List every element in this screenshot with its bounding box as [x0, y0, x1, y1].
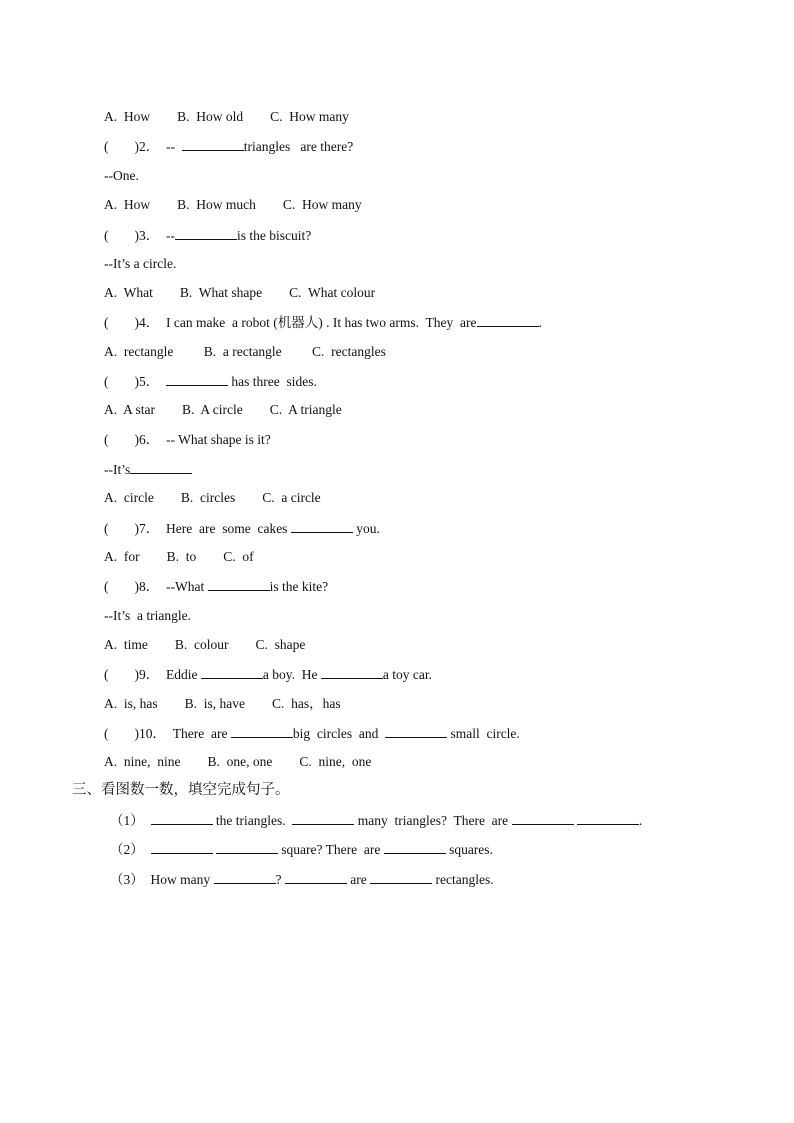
fill-blank[interactable] [231, 724, 293, 738]
answer-paren-close: ) [134, 579, 139, 594]
fill-blank[interactable] [384, 840, 446, 854]
line-question [104, 431, 271, 449]
fill-blank[interactable] [291, 519, 353, 533]
line-options [104, 108, 349, 126]
question-text: big circles and [292, 726, 386, 741]
fill-blank[interactable] [182, 137, 244, 151]
fill-blank[interactable] [166, 372, 228, 386]
line-answer [104, 607, 191, 625]
fill-blank[interactable] [370, 870, 432, 884]
line-options [104, 489, 321, 507]
line-question [104, 519, 380, 538]
answer-paren-open: ( [104, 139, 109, 154]
line-question [104, 724, 520, 743]
question-text: -- [166, 228, 175, 243]
answer-paren-close: ) [134, 667, 139, 682]
question-number: 4． [139, 315, 166, 330]
question-text: is the kite? [269, 579, 329, 594]
answer-paren-open: ( [104, 315, 109, 330]
line-question [104, 577, 328, 596]
line-options [104, 343, 386, 361]
line-question [104, 665, 432, 684]
question-text: I can make a robot (机器人) . It has two arms. They are [166, 315, 477, 330]
line-question [104, 372, 317, 391]
answer-options: A. How B. How old C. How many [104, 109, 349, 124]
section3-item [110, 870, 494, 889]
line-options [104, 196, 362, 214]
line-options [104, 548, 254, 566]
section-title: 三、看图数一数，填空完成句子。 [72, 782, 290, 798]
fill-blank[interactable] [285, 870, 347, 884]
question-number: 8． [139, 579, 166, 594]
fill-blank[interactable] [292, 811, 354, 825]
answer-options: A. circle B. circles C. a circle [104, 490, 321, 505]
fill-blank[interactable] [321, 665, 383, 679]
answer-options: A. nine, nine B. one, one C. nine, one [104, 754, 372, 769]
question-text: --What [166, 579, 208, 594]
item-text: How many [150, 872, 214, 887]
question-text: a boy. He [262, 667, 321, 682]
item-text: square? There are [277, 842, 384, 857]
question-number: 3． [139, 228, 166, 243]
answer-options: A. rectangle B. a rectangle C. rectangles [104, 344, 386, 359]
line-answer [104, 167, 139, 185]
item-number: （3） [110, 872, 151, 887]
answer-paren-close: ) [134, 432, 139, 447]
line-options [104, 753, 371, 771]
question-number: 5． [139, 374, 166, 389]
line-options [104, 284, 375, 302]
item-text: squares. [445, 842, 493, 857]
line-question [104, 313, 542, 332]
question-text: Eddie [166, 667, 201, 682]
dialogue-answer: --It’s [104, 462, 131, 477]
question-text: has three sides. [228, 374, 317, 389]
fill-blank[interactable] [512, 811, 574, 825]
fill-blank[interactable] [201, 665, 263, 679]
answer-paren-close: ) [134, 374, 139, 389]
question-text: -- [166, 139, 182, 154]
fill-blank[interactable] [477, 313, 539, 327]
line-options [104, 695, 341, 713]
item-number: （2） [110, 842, 151, 857]
answer-paren-close: ) [134, 228, 139, 243]
fill-blank[interactable] [175, 226, 237, 240]
item-text: rectangles. [432, 872, 494, 887]
answer-paren-open: ( [104, 521, 109, 536]
fill-blank[interactable] [208, 577, 270, 591]
item-number: （1） [110, 813, 151, 828]
question-text: you. [352, 521, 380, 536]
line-question [104, 226, 311, 245]
question-number: 10． [139, 726, 173, 741]
answer-paren-open: ( [104, 374, 109, 389]
fill-blank[interactable] [214, 870, 276, 884]
fill-blank[interactable] [151, 811, 213, 825]
question-text: small circle. [447, 726, 520, 741]
answer-options: A. for B. to C. of [104, 549, 254, 564]
answer-options: A. What B. What shape C. What colour [104, 285, 376, 300]
answer-paren-open: ( [104, 579, 109, 594]
answer-paren-close: ) [134, 521, 139, 536]
dialogue-answer: --It’s a triangle. [104, 608, 191, 623]
fill-blank[interactable] [216, 840, 278, 854]
answer-options: A. How B. How much C. How many [104, 197, 362, 212]
question-text: a toy car. [382, 667, 432, 682]
fill-blank[interactable] [151, 840, 213, 854]
answer-paren-open: ( [104, 432, 109, 447]
answer-paren-close: ) [134, 139, 139, 154]
fill-blank[interactable] [577, 811, 639, 825]
answer-paren-open: ( [104, 726, 109, 741]
question-text: There are [172, 726, 231, 741]
section3-item [110, 840, 493, 859]
line-options [104, 636, 305, 654]
dialogue-answer: --One. [104, 168, 139, 183]
line-answer_blank [104, 460, 192, 479]
item-text: ? [275, 872, 285, 887]
answer-paren-open: ( [104, 667, 109, 682]
question-number: 6． [139, 432, 166, 447]
line-answer [104, 255, 176, 273]
dialogue-answer: --It’s a circle. [104, 256, 177, 271]
answer-paren-open: ( [104, 228, 109, 243]
question-text: triangles are there? [243, 139, 354, 154]
answer-options: A. time B. colour C. shape [104, 637, 306, 652]
fill-blank[interactable] [130, 460, 192, 474]
line-question [104, 137, 353, 156]
question-text: Here are some cakes [166, 521, 291, 536]
answer-options: A. is, has B. is, have C. has，has [104, 696, 341, 711]
question-number: 2． [139, 139, 166, 154]
question-text: is the biscuit? [237, 228, 312, 243]
item-text: . [638, 813, 643, 828]
question-number: 7． [139, 521, 166, 536]
item-text: are [346, 872, 371, 887]
answer-options: A. A star B. A circle C. A triangle [104, 402, 342, 417]
fill-blank[interactable] [385, 724, 447, 738]
question-text: -- What shape is it? [166, 432, 271, 447]
answer-paren-close: ) [134, 315, 139, 330]
item-text: many triangles? There are [354, 813, 512, 828]
question-text: . [538, 315, 542, 330]
answer-paren-close: ) [134, 726, 139, 741]
section3-item [110, 811, 642, 830]
item-text: the triangles. [212, 813, 293, 828]
question-number: 9． [139, 667, 166, 682]
line-options [104, 401, 342, 419]
